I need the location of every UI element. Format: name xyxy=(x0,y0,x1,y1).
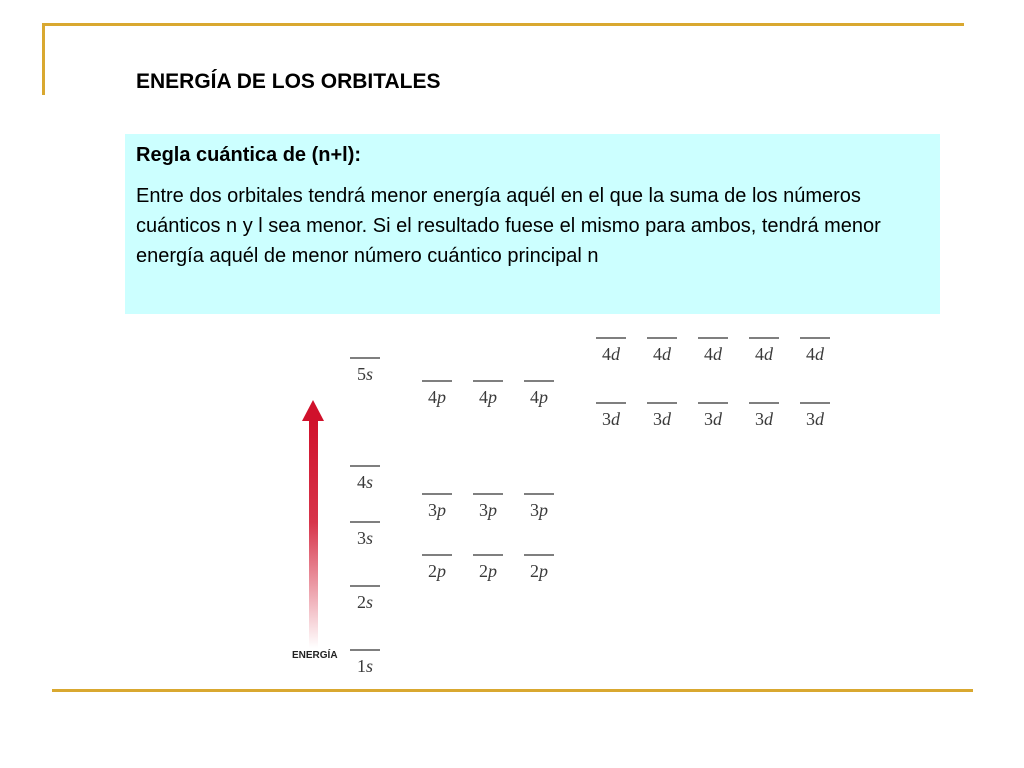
orbital-label: 4d xyxy=(806,344,824,364)
orbital-label: 3d xyxy=(653,409,671,429)
orbital-3d-1 xyxy=(596,403,626,429)
orbital-4p-1 xyxy=(422,381,452,407)
orbital-label: 1s xyxy=(356,656,374,676)
orbital-label: 4d xyxy=(653,344,671,364)
orbital-3d-4 xyxy=(749,403,779,429)
orbital-label: 4p xyxy=(428,387,446,407)
orbital-label: 3d xyxy=(602,409,620,429)
orbital-label: 2p xyxy=(530,561,548,581)
orbital-2p-3 xyxy=(524,555,554,581)
orbital-label: 2p xyxy=(428,561,446,581)
orbital-label: 3d xyxy=(806,409,824,429)
orbital-label: 4s xyxy=(356,472,374,492)
orbital-label: 4d xyxy=(602,344,620,364)
orbital-label: 3p xyxy=(428,500,446,520)
orbital-3d-3 xyxy=(698,403,728,429)
orbital-5s-1 xyxy=(350,358,380,384)
orbital-label: 5s xyxy=(356,364,374,384)
orbital-3p-1 xyxy=(422,494,452,520)
orbital-4s-1 xyxy=(350,466,380,492)
orbital-label: 3p xyxy=(530,500,548,520)
energy-axis-label: ENERGÍA xyxy=(292,650,338,661)
orbital-4d-5 xyxy=(800,338,830,364)
orbital-3d-2 xyxy=(647,403,677,429)
orbital-3d-5 xyxy=(800,403,830,429)
orbital-4d-2 xyxy=(647,338,677,364)
orbital-4d-1 xyxy=(596,338,626,364)
orbital-label: 4p xyxy=(479,387,497,407)
rule-heading: Regla cuántica de (n+l): xyxy=(136,144,362,166)
orbital-3s-1 xyxy=(350,522,380,548)
orbital-label: 3d xyxy=(704,409,722,429)
orbital-2s-1 xyxy=(350,586,380,612)
orbital-levels xyxy=(350,338,830,676)
orbital-3p-2 xyxy=(473,494,503,520)
orbital-label: 2p xyxy=(479,561,497,581)
orbital-4p-2 xyxy=(473,381,503,407)
orbital-label: 2s xyxy=(356,592,374,612)
slide-title: ENERGÍA DE LOS ORBITALES xyxy=(136,70,441,93)
rule-text: Entre dos orbitales tendrá menor energía aquél en el que la suma de los números cuánticos n y l sea menor. Si el resultado fuese el mismo para ambos, tendrá menor energía aquél de menor número cuántico principal n xyxy=(136,185,881,267)
energy-up-arrow-icon xyxy=(302,400,324,648)
orbital-label: 3s xyxy=(356,528,374,548)
orbital-2p-2 xyxy=(473,555,503,581)
orbital-label: 3d xyxy=(755,409,773,429)
orbital-3p-3 xyxy=(524,494,554,520)
orbital-4p-3 xyxy=(524,381,554,407)
orbital-4d-3 xyxy=(698,338,728,364)
orbital-label: 4p xyxy=(530,387,548,407)
orbital-2p-1 xyxy=(422,555,452,581)
orbital-4d-4 xyxy=(749,338,779,364)
orbital-label: 3p xyxy=(479,500,497,520)
orbital-label: 4d xyxy=(704,344,722,364)
orbital-1s-1 xyxy=(350,650,380,676)
orbital-label: 4d xyxy=(755,344,773,364)
